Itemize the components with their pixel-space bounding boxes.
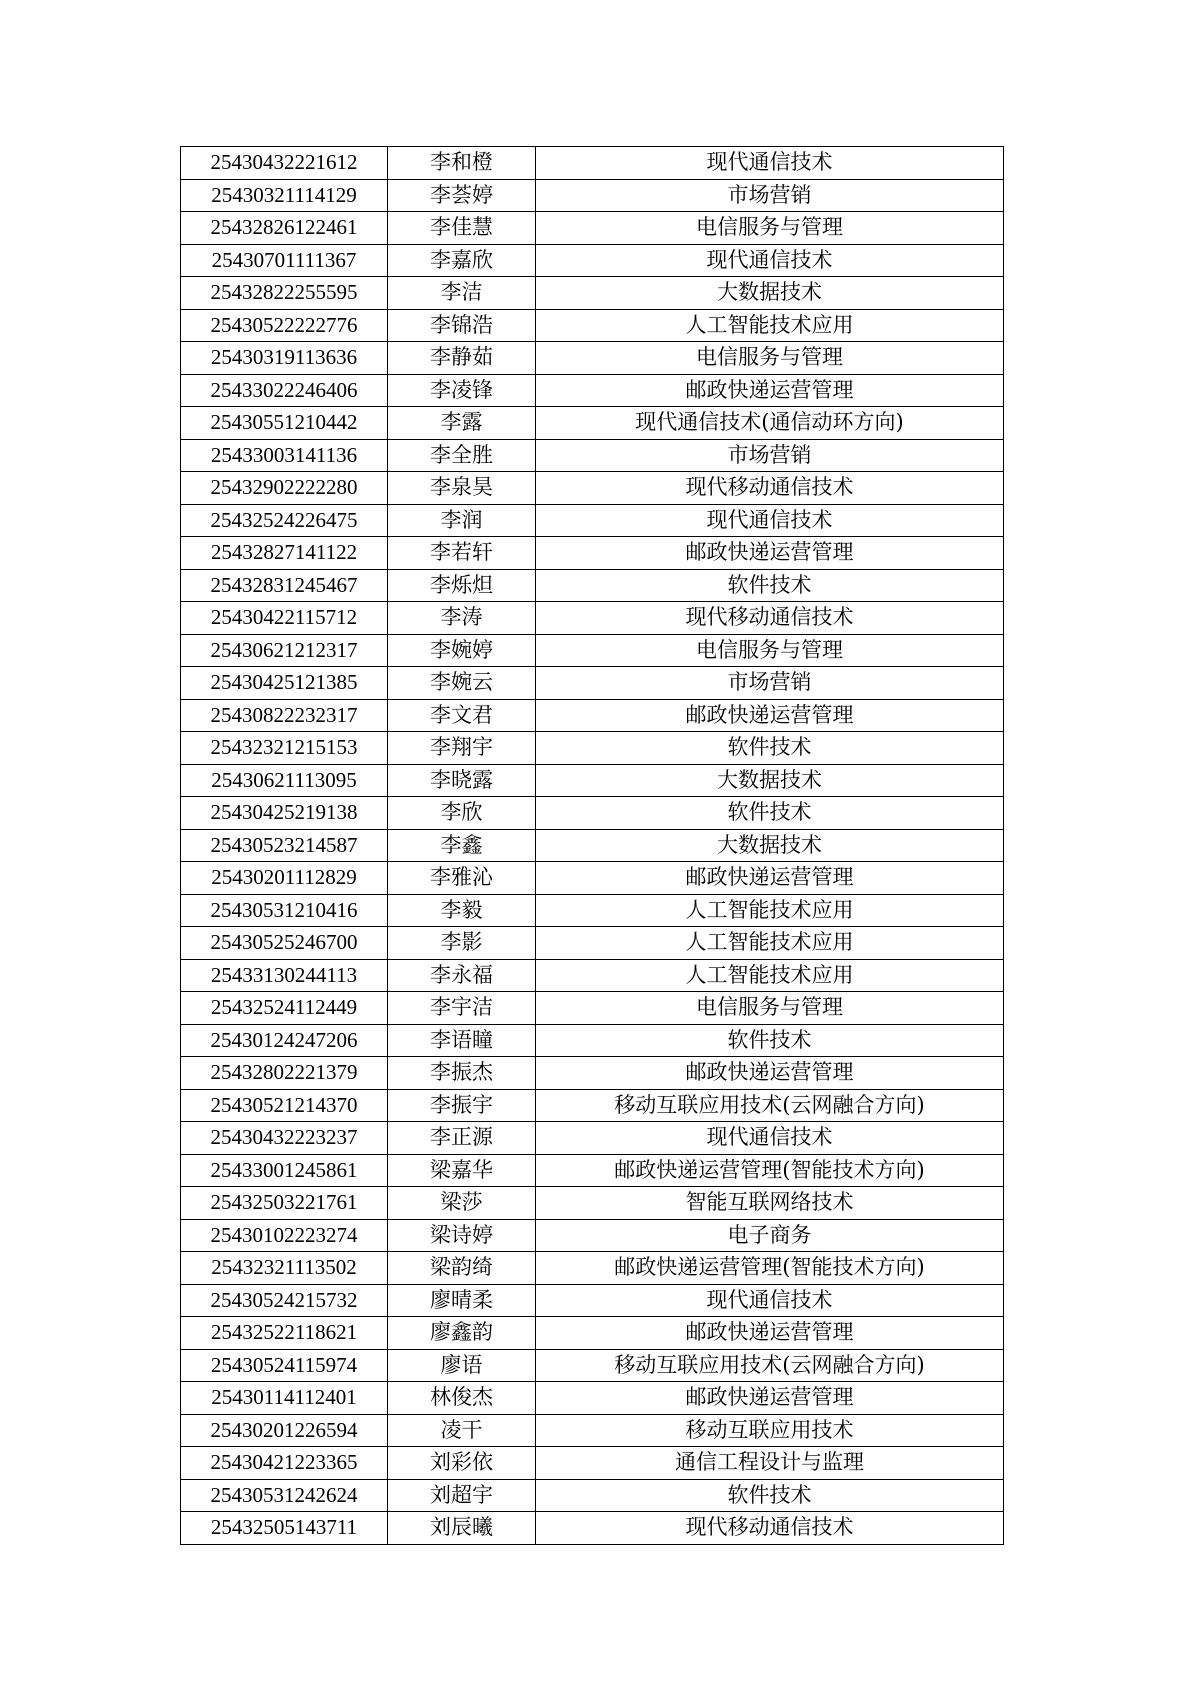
student-name-cell: 李婉婷 [388, 634, 536, 667]
student-name-cell: 李晓露 [388, 764, 536, 797]
student-name-cell: 李全胜 [388, 439, 536, 472]
student-name-cell: 凌干 [388, 1414, 536, 1447]
exam-number-cell: 25430321114129 [181, 179, 388, 212]
major-cell: 市场营销 [536, 667, 1004, 700]
major-cell: 邮政快递运营管理 [536, 699, 1004, 732]
major-cell: 现代移动通信技术 [536, 472, 1004, 505]
student-name-cell: 李露 [388, 407, 536, 440]
table-row [181, 764, 1004, 797]
table-row [181, 829, 1004, 862]
table-row [181, 1219, 1004, 1252]
student-name-cell: 李烁炟 [388, 569, 536, 602]
exam-number-cell: 25430523214587 [181, 829, 388, 862]
exam-number-cell: 25430201112829 [181, 862, 388, 895]
exam-number-cell: 25430701111367 [181, 244, 388, 277]
major-cell: 移动互联应用技术(云网融合方向) [536, 1089, 1004, 1122]
exam-number-cell: 25432503221761 [181, 1187, 388, 1220]
student-name-cell: 李振杰 [388, 1057, 536, 1090]
exam-number-cell: 25433003141136 [181, 439, 388, 472]
student-name-cell: 李婉云 [388, 667, 536, 700]
table-row [181, 1122, 1004, 1155]
major-cell: 现代通信技术 [536, 244, 1004, 277]
major-cell: 软件技术 [536, 732, 1004, 765]
major-cell: 市场营销 [536, 179, 1004, 212]
major-cell: 移动互联应用技术(云网融合方向) [536, 1349, 1004, 1382]
student-name-cell: 李雅沁 [388, 862, 536, 895]
student-name-cell: 李正源 [388, 1122, 536, 1155]
exam-number-cell: 25430531242624 [181, 1479, 388, 1512]
exam-number-cell: 25432505143711 [181, 1512, 388, 1545]
student-name-cell: 李文君 [388, 699, 536, 732]
major-cell: 移动互联应用技术 [536, 1414, 1004, 1447]
exam-number-cell: 25430521214370 [181, 1089, 388, 1122]
student-name-cell: 李泉昊 [388, 472, 536, 505]
exam-number-cell: 25430621212317 [181, 634, 388, 667]
exam-number-cell: 25430421223365 [181, 1447, 388, 1480]
exam-number-cell: 25432822255595 [181, 277, 388, 310]
exam-number-cell: 25433130244113 [181, 959, 388, 992]
table-row [181, 1349, 1004, 1382]
table-row [181, 504, 1004, 537]
student-name-cell: 李涛 [388, 602, 536, 635]
table-row [181, 1447, 1004, 1480]
exam-number-cell: 25430432223237 [181, 1122, 388, 1155]
major-cell: 现代移动通信技术 [536, 602, 1004, 635]
table-row [181, 309, 1004, 342]
exam-number-cell: 25430124247206 [181, 1024, 388, 1057]
student-name-cell: 梁莎 [388, 1187, 536, 1220]
student-name-cell: 梁嘉华 [388, 1154, 536, 1187]
table-row [181, 1414, 1004, 1447]
major-cell: 邮政快递运营管理 [536, 537, 1004, 570]
major-cell: 软件技术 [536, 797, 1004, 830]
table-row [181, 212, 1004, 245]
exam-number-cell: 25430525246700 [181, 927, 388, 960]
table-row [181, 342, 1004, 375]
table-row [181, 244, 1004, 277]
major-cell: 邮政快递运营管理 [536, 1057, 1004, 1090]
exam-number-cell: 25430422115712 [181, 602, 388, 635]
student-name-cell: 梁韵绮 [388, 1252, 536, 1285]
table-row [181, 439, 1004, 472]
exam-number-cell: 25432826122461 [181, 212, 388, 245]
major-cell: 现代通信技术 [536, 1122, 1004, 1155]
table-row [181, 1154, 1004, 1187]
student-name-cell: 李语瞳 [388, 1024, 536, 1057]
table-row [181, 732, 1004, 765]
major-cell: 通信工程设计与监理 [536, 1447, 1004, 1480]
table-row [181, 1317, 1004, 1350]
exam-number-cell: 25432524112449 [181, 992, 388, 1025]
table-row [181, 862, 1004, 895]
table-row [181, 959, 1004, 992]
table-row [181, 472, 1004, 505]
table-row [181, 179, 1004, 212]
table-row [181, 1284, 1004, 1317]
table-row [181, 927, 1004, 960]
major-cell: 电信服务与管理 [536, 212, 1004, 245]
student-name-cell: 李锦浩 [388, 309, 536, 342]
student-name-cell: 李静茹 [388, 342, 536, 375]
student-name-cell: 刘超宇 [388, 1479, 536, 1512]
table-row [181, 569, 1004, 602]
student-name-cell: 刘辰曦 [388, 1512, 536, 1545]
table-row [181, 407, 1004, 440]
student-name-cell: 廖晴柔 [388, 1284, 536, 1317]
major-cell: 邮政快递运营管理 [536, 1382, 1004, 1415]
student-name-cell: 李影 [388, 927, 536, 960]
exam-number-cell: 25430551210442 [181, 407, 388, 440]
table-row [181, 1187, 1004, 1220]
student-name-cell: 李和橙 [388, 147, 536, 180]
major-cell: 电信服务与管理 [536, 634, 1004, 667]
major-cell: 软件技术 [536, 1479, 1004, 1512]
major-cell: 人工智能技术应用 [536, 959, 1004, 992]
student-name-cell: 李凌锋 [388, 374, 536, 407]
exam-number-cell: 25430201226594 [181, 1414, 388, 1447]
exam-number-cell: 25433022246406 [181, 374, 388, 407]
major-cell: 大数据技术 [536, 829, 1004, 862]
exam-number-cell: 25430524215732 [181, 1284, 388, 1317]
table-row [181, 1382, 1004, 1415]
major-cell: 现代通信技术 [536, 147, 1004, 180]
exam-number-cell: 25430425219138 [181, 797, 388, 830]
major-cell: 电子商务 [536, 1219, 1004, 1252]
exam-number-cell: 25430822232317 [181, 699, 388, 732]
exam-number-cell: 25432827141122 [181, 537, 388, 570]
table-row [181, 602, 1004, 635]
exam-number-cell: 25432802221379 [181, 1057, 388, 1090]
major-cell: 人工智能技术应用 [536, 927, 1004, 960]
exam-number-cell: 25433001245861 [181, 1154, 388, 1187]
student-roster-table [180, 146, 1004, 1545]
table-row [181, 667, 1004, 700]
student-name-cell: 刘彩依 [388, 1447, 536, 1480]
student-name-cell: 李嘉欣 [388, 244, 536, 277]
table-row [181, 537, 1004, 570]
major-cell: 现代通信技术(通信动环方向) [536, 407, 1004, 440]
exam-number-cell: 25430621113095 [181, 764, 388, 797]
student-name-cell: 李翔宇 [388, 732, 536, 765]
roster-table-body [181, 147, 1004, 1545]
major-cell: 智能互联网络技术 [536, 1187, 1004, 1220]
student-name-cell: 李永福 [388, 959, 536, 992]
major-cell: 现代移动通信技术 [536, 1512, 1004, 1545]
major-cell: 人工智能技术应用 [536, 309, 1004, 342]
major-cell: 现代通信技术 [536, 1284, 1004, 1317]
student-name-cell: 李润 [388, 504, 536, 537]
exam-number-cell: 25430524115974 [181, 1349, 388, 1382]
student-name-cell: 李宇洁 [388, 992, 536, 1025]
table-row [181, 1089, 1004, 1122]
major-cell: 电信服务与管理 [536, 992, 1004, 1025]
exam-number-cell: 25430425121385 [181, 667, 388, 700]
table-row [181, 1024, 1004, 1057]
major-cell: 现代通信技术 [536, 504, 1004, 537]
major-cell: 市场营销 [536, 439, 1004, 472]
exam-number-cell: 25432321113502 [181, 1252, 388, 1285]
table-row [181, 634, 1004, 667]
exam-number-cell: 25432522118621 [181, 1317, 388, 1350]
table-row [181, 374, 1004, 407]
student-name-cell: 李荟婷 [388, 179, 536, 212]
exam-number-cell: 25432902222280 [181, 472, 388, 505]
student-name-cell: 李洁 [388, 277, 536, 310]
major-cell: 邮政快递运营管理 [536, 1317, 1004, 1350]
table-row [181, 1512, 1004, 1545]
table-row [181, 894, 1004, 927]
major-cell: 软件技术 [536, 1024, 1004, 1057]
student-name-cell: 李欣 [388, 797, 536, 830]
major-cell: 邮政快递运营管理 [536, 374, 1004, 407]
table-row [181, 147, 1004, 180]
table-row [181, 1479, 1004, 1512]
student-name-cell: 李若轩 [388, 537, 536, 570]
exam-number-cell: 25432831245467 [181, 569, 388, 602]
exam-number-cell: 25430102223274 [181, 1219, 388, 1252]
table-row [181, 797, 1004, 830]
major-cell: 电信服务与管理 [536, 342, 1004, 375]
student-name-cell: 李佳慧 [388, 212, 536, 245]
table-row [181, 699, 1004, 732]
major-cell: 邮政快递运营管理 [536, 862, 1004, 895]
student-name-cell: 李鑫 [388, 829, 536, 862]
exam-number-cell: 25432321215153 [181, 732, 388, 765]
exam-number-cell: 25432524226475 [181, 504, 388, 537]
student-name-cell: 李振宇 [388, 1089, 536, 1122]
student-name-cell: 林俊杰 [388, 1382, 536, 1415]
major-cell: 大数据技术 [536, 277, 1004, 310]
table-row [181, 992, 1004, 1025]
student-name-cell: 梁诗婷 [388, 1219, 536, 1252]
major-cell: 大数据技术 [536, 764, 1004, 797]
major-cell: 邮政快递运营管理(智能技术方向) [536, 1252, 1004, 1285]
exam-number-cell: 25430531210416 [181, 894, 388, 927]
table-row [181, 1057, 1004, 1090]
student-name-cell: 李毅 [388, 894, 536, 927]
table-row [181, 1252, 1004, 1285]
major-cell: 人工智能技术应用 [536, 894, 1004, 927]
student-name-cell: 廖鑫韵 [388, 1317, 536, 1350]
table-row [181, 277, 1004, 310]
exam-number-cell: 25430522222776 [181, 309, 388, 342]
exam-number-cell: 25430432221612 [181, 147, 388, 180]
major-cell: 邮政快递运营管理(智能技术方向) [536, 1154, 1004, 1187]
major-cell: 软件技术 [536, 569, 1004, 602]
student-name-cell: 廖语 [388, 1349, 536, 1382]
exam-number-cell: 25430114112401 [181, 1382, 388, 1415]
exam-number-cell: 25430319113636 [181, 342, 388, 375]
